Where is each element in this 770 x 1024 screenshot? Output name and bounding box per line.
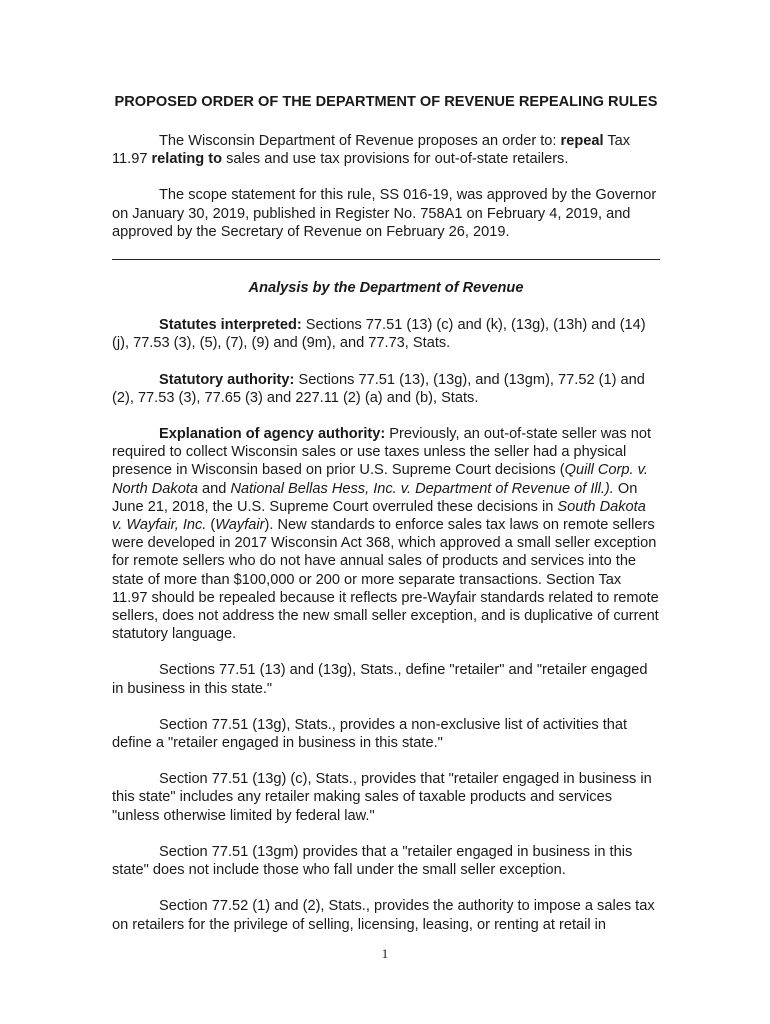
page-number: 1 [381,946,389,961]
document-title: PROPOSED ORDER OF THE DEPARTMENT OF REVENUE REPEALING RULES [114,94,658,110]
explanation-paragraph: Explanation of agency authority: Previously, an out-of-state seller was not required to collect Wisconsin sales or use taxes unless the seller had a physical presence in Wisconsin based on prior U.S. Supreme Court decisions (Quill Corp. v. North Dakota and National Bellas Hess, Inc. v. Department of Revenue of Ill.). On June 21, 2018, the U.S. Supreme Court overruled these decisions in South Dakota v. Wayfair, Inc. (Wayfair). New standards to enforce sales tax laws on remote sellers were developed in 2017 Wisconsin Act 368, which approved a small seller exception for remote sellers who do not have annual sales of products and services into the state of more than $100,000 or 200 or more separate transactions. Section Tax 11.97 should be repealed because it reflects pre-Wayfair standards related to remote sellers, does not address the new small seller exception, and is duplicative of current statutory language. [112,426,659,643]
statutes-interpreted-paragraph: Statutes interpreted: Sections 77.51 (13) (c) and (k), (13g), (13h) and (14) (j), 77.53 (3), (5), (7), (9) and (9m), and 77.73, Stats. [112,317,646,352]
body-paragraph: Sections 77.51 (13) and (13g), Stats., define "retailer" and "retailer engaged in business in this state." [112,662,648,697]
body-paragraph: Section 77.51 (13gm) provides that a "retailer engaged in business in this state" does not include those who fall under the small seller exception. [112,843,633,879]
analysis-heading: Analysis by the Department of Revenue [248,280,524,297]
intro-paragraph: The Wisconsin Department of Revenue proposes an order to: repeal Tax 11.97 relating to sales and use tax provisions for out-of-state retailers. [112,133,631,168]
document-page [112,92,660,952]
section-divider [112,259,660,260]
scope-statement-paragraph: The scope statement for this rule, SS 016-19, was approved by the Governor on January 30, 2019, published in Register No. 758A1 on February 4, 2019, and approved by the Secretary of Revenue on February 26, 2019. [112,187,657,240]
statutory-authority-paragraph: Statutory authority: Sections 77.51 (13), (13g), and (13gm), 77.52 (1) and (2), 77.53 (3), 77.65 (3) and 227.11 (2) (a) and (b), Stats. [112,371,645,406]
body-paragraph: Section 77.52 (1) and (2), Stats., provides the authority to impose a sales tax on retailers for the privilege of selling, licensing, leasing, or renting at retail in [112,898,655,933]
body-paragraph: Section 77.51 (13g) (c), Stats., provides that "retailer engaged in business in this state" includes any retailer making sales of taxable products and services "unless otherwise limited by federal law." [112,771,652,824]
body-paragraph: Section 77.51 (13g), Stats., provides a non-exclusive list of activities that define a "retailer engaged in business in this state." [112,716,628,752]
